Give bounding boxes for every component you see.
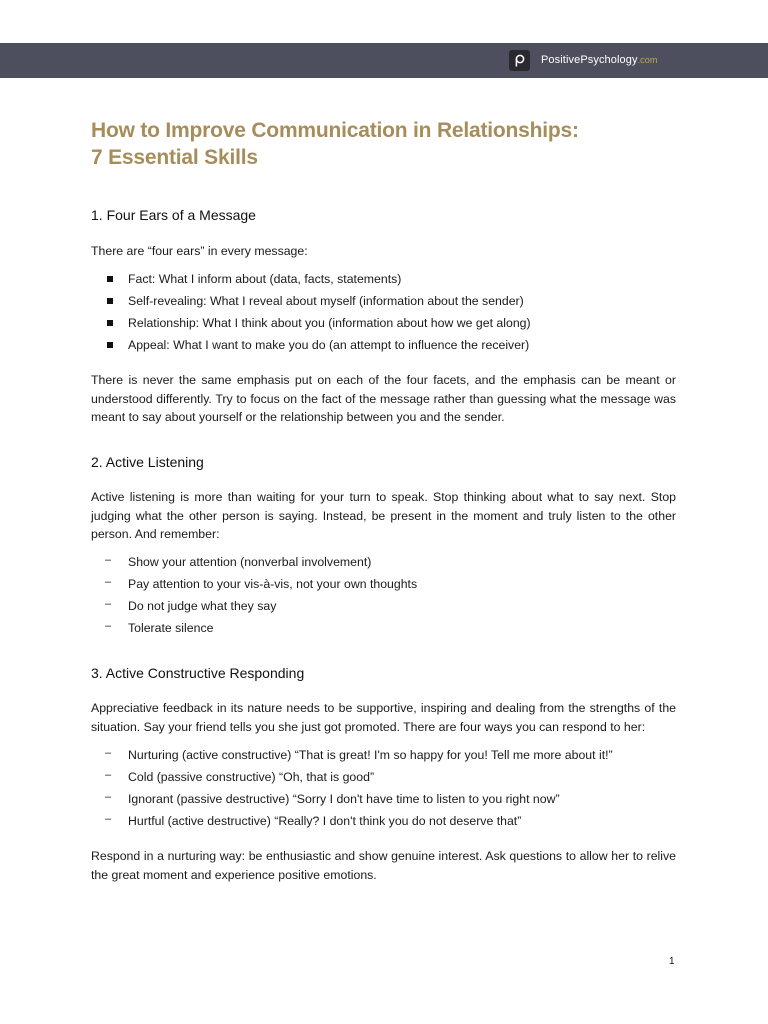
list-item: – Tolerate silence — [105, 620, 214, 635]
section-heading: 2. Active Listening — [91, 454, 204, 470]
list-item: – Hurtful (active destructive) “Really? I don't think you do not deserve that” — [105, 813, 522, 828]
list-item: Appeal: What I want to make you do (an attempt to influence the receiver) — [91, 335, 676, 357]
list-item: Fact: What I inform about (data, facts, statements) — [91, 269, 676, 291]
list-item: – Ignorant (passive destructive) “Sorry I don't have time to listen to you right now” — [105, 791, 560, 806]
page-number: 1 — [669, 956, 675, 967]
square-bullet-icon — [107, 320, 113, 326]
section-intro: There are “four ears” in every message: — [91, 244, 308, 258]
list-item: – Do not judge what they say — [105, 598, 277, 613]
square-bullet-icon — [107, 342, 113, 348]
dash-bullet-icon: – — [105, 620, 112, 632]
list-item: Self-revealing: What I reveal about myself (information about the sender) — [91, 291, 676, 313]
dash-bullet-icon: – — [105, 769, 112, 781]
list-item: Relationship: What I think about you (information about how we get along) — [91, 313, 676, 335]
dash-bullet-icon: – — [105, 598, 112, 610]
dash-list — [91, 745, 676, 833]
brand-tld: .com — [637, 55, 658, 65]
list-item: – Nurturing (active constructive) “That is great! I'm so happy for you! Tell me more about it!” — [105, 747, 613, 762]
title-line-1: How to Improve Communication in Relationships: — [91, 119, 579, 142]
section-outro: Respond in a nurturing way: be enthusiastic and show genuine interest. Ask questions to allow her to relive the great moment and experience positive emotions. — [91, 849, 676, 882]
list-item: – Show your attention (nonverbal involvement) — [105, 554, 372, 569]
dash-bullet-icon: – — [105, 791, 112, 803]
section-intro: Appreciative feedback in its nature needs to be supportive, inspiring and dealing from the strengths of the situation. Say your friend tells you she just got promoted. There are four ways you can respond to her: — [91, 701, 676, 734]
bullet-list — [91, 269, 676, 357]
section-heading: 1. Four Ears of a Message — [91, 207, 256, 223]
section-intro: Active listening is more than waiting for your turn to speak. Stop thinking about what to say next. Stop judging what the other person is saying. Instead, be present in the moment and truly listen to the other person. And remember: — [91, 490, 676, 541]
section-heading: 3. Active Constructive Responding — [91, 665, 305, 681]
dash-bullet-icon: – — [105, 554, 112, 566]
square-bullet-icon — [107, 276, 113, 282]
section-outro: There is never the same emphasis put on each of the four facets, and the emphasis can be meant or understood differently. Try to focus on the fact of the message rather than guessing what the message was meant to say about yourself or the relationship between you and the sender. — [91, 373, 676, 424]
title-line-2: 7 Essential Skills — [91, 146, 258, 169]
page-title — [91, 117, 676, 171]
dash-bullet-icon: – — [105, 813, 112, 825]
square-bullet-icon — [107, 298, 113, 304]
brand-logo-icon — [509, 50, 530, 71]
dash-bullet-icon: – — [105, 576, 112, 588]
list-item: – Cold (passive constructive) “Oh, that is good” — [105, 769, 375, 784]
dash-bullet-icon: – — [105, 747, 112, 759]
brand[interactable] — [509, 49, 657, 71]
list-item: – Pay attention to your vis-à-vis, not your own thoughts — [105, 576, 418, 591]
brand-name: PositivePsychology.com — [541, 54, 658, 66]
dash-list — [91, 552, 676, 640]
